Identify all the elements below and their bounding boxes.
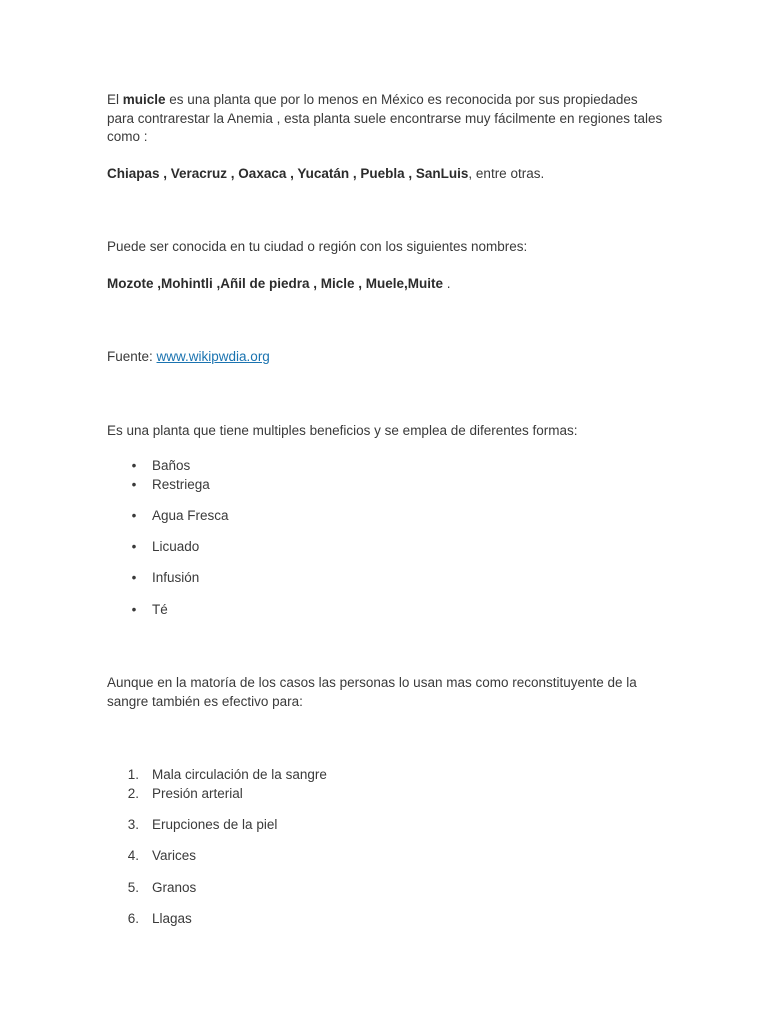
blood-intro-paragraph: Aunque en la matoría de los casos las personas lo usan mas como reconstituyente de la sangre también es efectivo para: xyxy=(107,675,637,709)
list-item xyxy=(107,476,667,495)
source-paragraph xyxy=(107,348,667,367)
names-suffix: . xyxy=(443,275,451,291)
list-item-label: Baños xyxy=(152,458,191,473)
bullet-icon: • xyxy=(131,570,137,586)
list-number: 4. xyxy=(127,848,139,864)
uses-list xyxy=(107,457,667,619)
list-item xyxy=(107,847,667,866)
bullet-icon: • xyxy=(131,458,137,473)
intro-paragraph xyxy=(107,91,667,147)
document-body xyxy=(107,91,667,928)
bullet-icon: • xyxy=(131,507,137,523)
list-item xyxy=(107,785,667,804)
list-item-label: Presión arterial xyxy=(152,785,243,801)
benefits-intro-paragraph: Es una planta que tiene multiples beneficios y se emplea de diferentes formas: xyxy=(107,422,578,438)
source-link[interactable]: www.wikipwdia.org xyxy=(156,349,270,364)
list-number: 2. xyxy=(127,785,139,801)
list-item-label: Agua Fresca xyxy=(152,507,229,523)
plant-name: muicle xyxy=(122,92,166,107)
list-item-label: Erupciones de la piel xyxy=(152,816,278,832)
list-item-label: Varices xyxy=(152,848,197,864)
source-label: Fuente: xyxy=(107,349,157,364)
list-item-label: Infusión xyxy=(152,570,200,586)
list-item xyxy=(107,569,667,588)
conditions-list xyxy=(107,766,667,928)
list-item-label: Té xyxy=(152,601,168,617)
list-item-label: Llagas xyxy=(152,910,192,926)
list-item xyxy=(107,601,667,620)
names-intro-paragraph: Puede ser conocida en tu ciudad o región con los siguientes nombres: xyxy=(107,239,528,254)
list-item xyxy=(107,507,667,526)
list-item xyxy=(107,766,667,785)
list-item-label: Licuado xyxy=(152,539,200,555)
names-list: Mozote ,Mohintli ,Añil de piedra , Micle , Muele,Muite xyxy=(107,275,444,291)
intro-text: es una planta que por lo menos en México es reconocida por sus propiedades para contrarestar la Anemia , esta planta suele encontrarse muy fácilmente en regiones tales como : xyxy=(107,92,663,144)
list-item-label: Granos xyxy=(152,879,197,895)
regions-suffix: , entre otras. xyxy=(468,165,545,181)
regions-paragraph xyxy=(107,165,667,184)
list-number: 6. xyxy=(127,910,139,926)
bullet-icon: • xyxy=(131,476,137,492)
list-item xyxy=(107,910,667,929)
list-number: 3. xyxy=(127,816,139,832)
regions-list: Chiapas , Veracruz , Oaxaca , Yucatán , Puebla , SanLuis xyxy=(107,165,469,181)
bullet-icon: • xyxy=(131,539,137,555)
list-number: 5. xyxy=(127,879,139,895)
list-item xyxy=(107,538,667,557)
list-number: 1. xyxy=(127,767,139,783)
list-item-label: Mala circulación de la sangre xyxy=(152,767,327,783)
intro-prefix: El xyxy=(107,92,123,107)
names-paragraph xyxy=(107,275,667,294)
list-item xyxy=(107,879,667,898)
list-item xyxy=(107,457,667,476)
list-item-label: Restriega xyxy=(152,476,210,492)
bullet-icon: • xyxy=(131,601,137,617)
list-item xyxy=(107,816,667,835)
